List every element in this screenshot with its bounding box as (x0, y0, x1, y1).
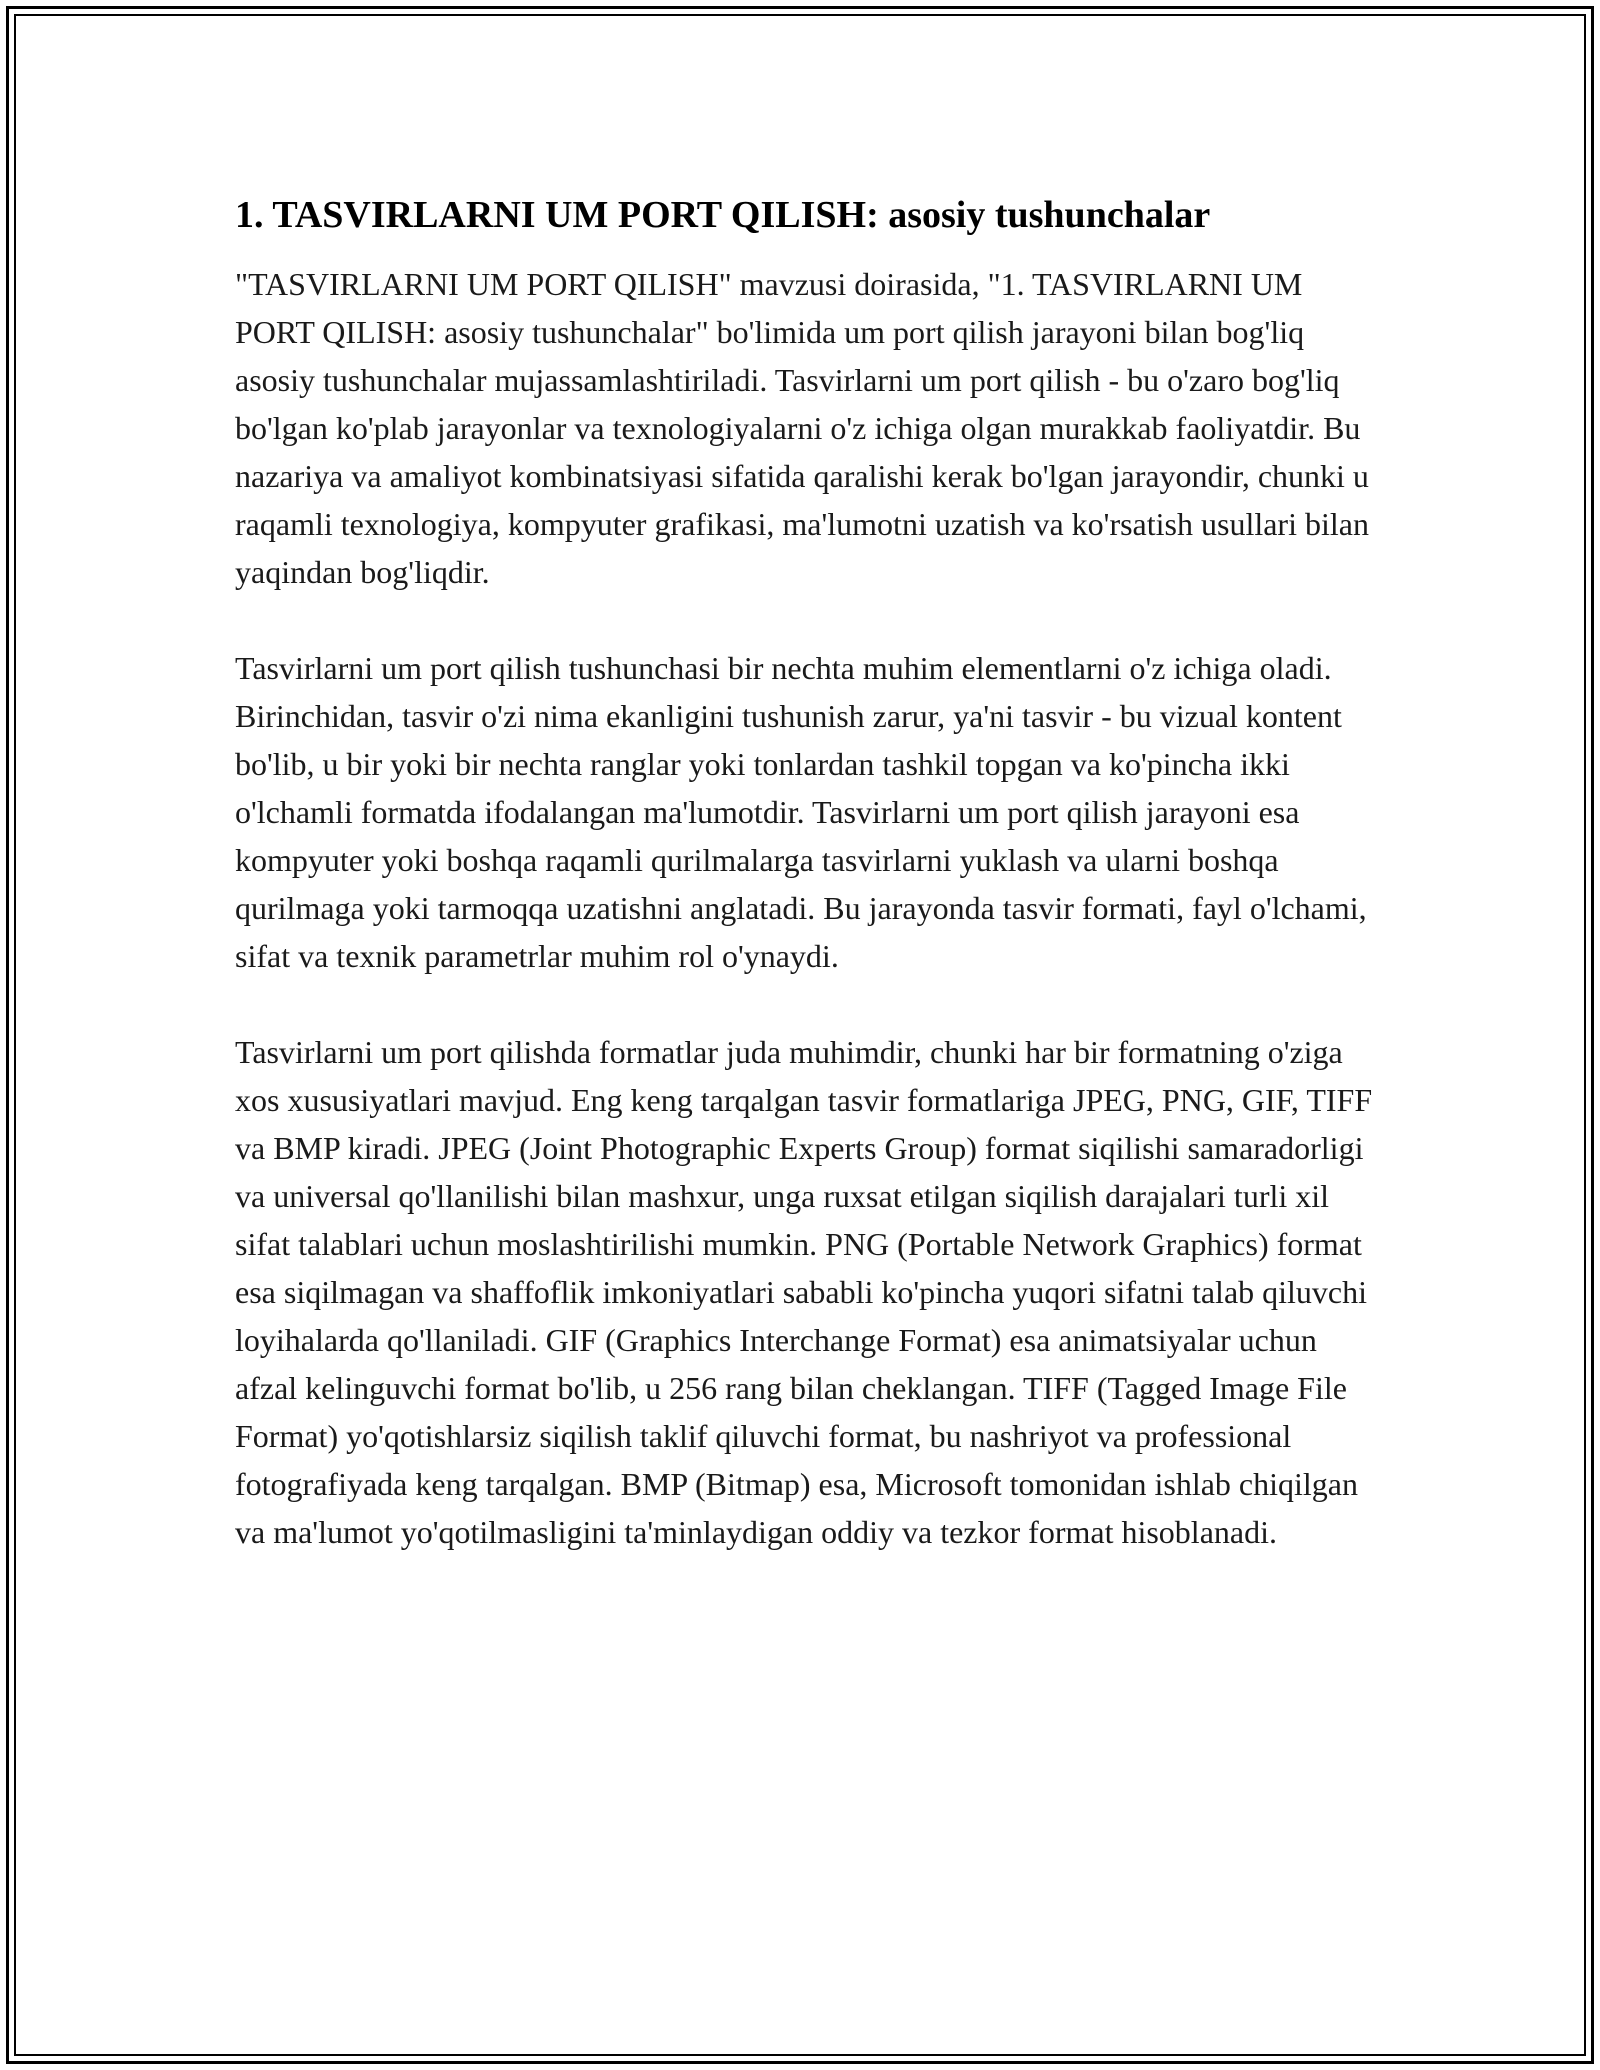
paragraph-1: "TASVIRLARNI UM PORT QILISH" mavzusi doirasida, "1. TASVIRLARNI UM PORT QILISH: asosiy tushunchalar" bo'limida um port qilish jarayoni bilan bog'liq asosiy tushunchalar mujassamlashtiriladi. Tasvirlarni um port qilish - bu o'zaro bog'liq bo'lgan ko'plab jarayonlar va texnologiyalarni o'z ichiga olgan murakkab faoliyatdir. Bu nazariya va amaliyot kombinatsiyasi sifatida qaralishi kerak bo'lgan jarayondir, chunki u raqamli texnologiya, kompyuter grafikasi, ma'lumotni uzatish va ko'rsatish usullari bilan yaqindan bog'liqdir. (235, 266, 1369, 590)
paragraph-2: Tasvirlarni um port qilish tushunchasi bir nechta muhim elementlarni o'z ichiga oladi. Birinchidan, tasvir o'zi nima ekanligini tushunish zarur, ya'ni tasvir - bu vizual kontent bo'lib, u bir yoki bir nechta ranglar yoki tonlardan tashkil topgan va ko'pincha ikki o'lchamli formatda ifodalangan ma'lumotdir. Tasvirlarni um port qilish jarayoni esa kompyuter yoki boshqa raqamli qurilmalarga tasvirlarni yuklash va ularni boshqa qurilmaga yoki tarmoqqa uzatishni anglatadi. Bu jarayonda tasvir formati, fayl o'lchami, sifat va texnik parametrlar muhim rol o'ynaydi. (235, 650, 1367, 974)
paragraph-3: Tasvirlarni um port qilishda formatlar juda muhimdir, chunki har bir formatning o'ziga xos xususiyatlari mavjud. Eng keng tarqalgan tasvir formatlariga JPEG, PNG, GIF, TIFF va BMP kiradi. JPEG (Joint Photographic Experts Group) format siqilishi samaradorligi va universal qo'llanilishi bilan mashxur, unga ruxsat etilgan siqilish darajalari turli xil sifat talablari uchun moslashtirilishi mumkin. PNG (Portable Network Graphics) format esa siqilmagan va shaffoflik imkoniyatlari sababli ko'pincha yuqori sifatni talab qiluvchi loyihalarda qo'llaniladi. GIF (Graphics Interchange Format) esa animatsiyalar uchun afzal kelinguvchi format bo'lib, u 256 rang bilan cheklangan. TIFF (Tagged Image File Format) yo'qotishlarsiz siqilish taklif qiluvchi format, bu nashriyot va professional fotografiyada keng tarqalgan. BMP (Bitmap) esa, Microsoft tomonidan ishlab chiqilgan va ma'lumot yo'qotilmasligini ta'minlaydigan oddiy va tezkor format hisoblanadi. (235, 1034, 1373, 1550)
section-heading: 1. TASVIRLARNI UM PORT QILISH: asosiy tushunchalar (235, 194, 1211, 236)
document-body (235, 188, 1375, 1604)
